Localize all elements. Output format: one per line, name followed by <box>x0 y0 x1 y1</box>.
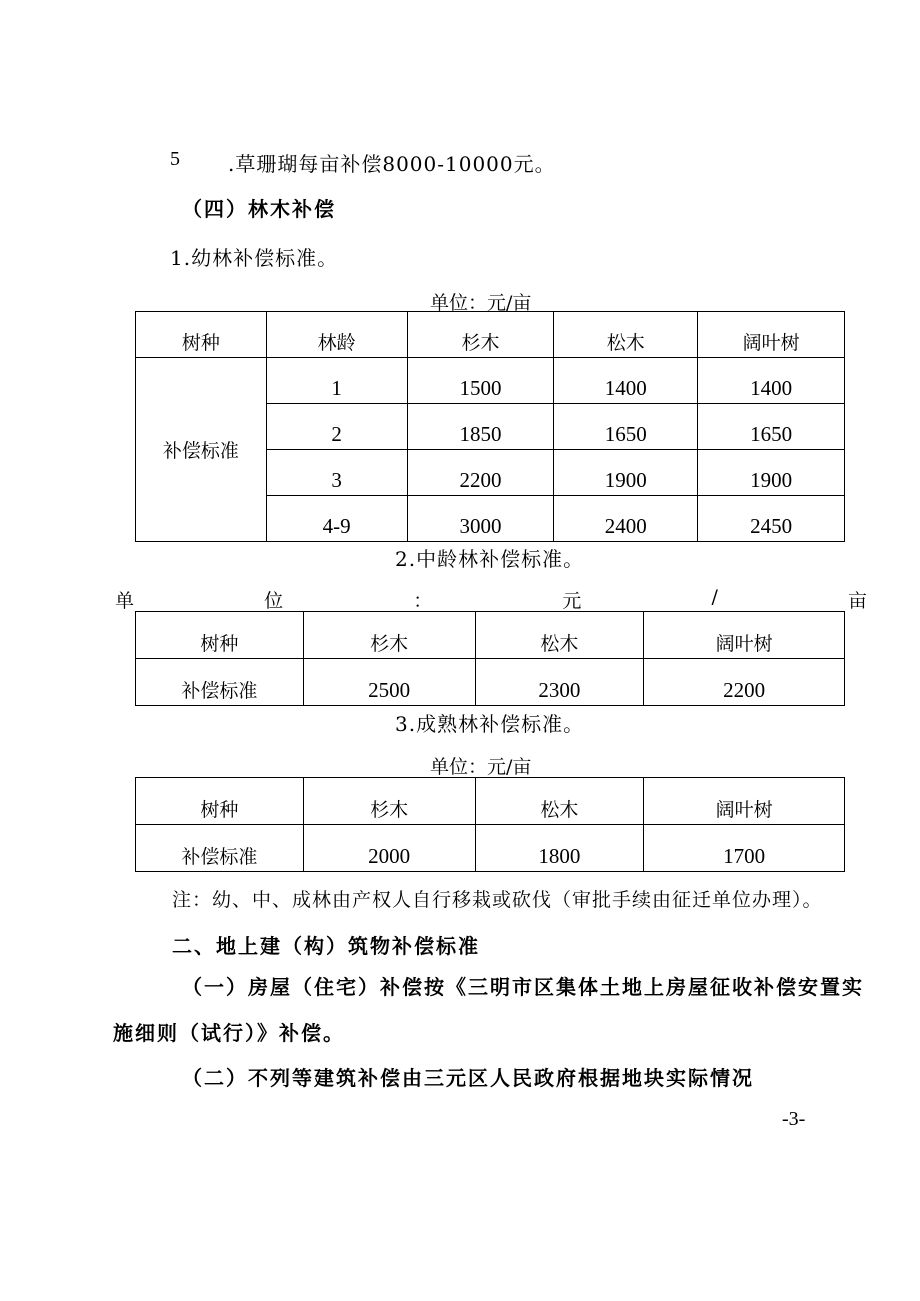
header-species: 树种 <box>136 612 304 659</box>
middle-forest-table <box>135 611 845 706</box>
broadleaf-cell: 1400 <box>698 358 845 404</box>
header-fir: 杉木 <box>303 612 475 659</box>
pine-cell: 1400 <box>554 358 698 404</box>
young-forest-table <box>135 311 845 542</box>
section-title-buildings: 二、地上建（构）筑物补偿标准 <box>172 934 480 958</box>
fir-cell: 2200 <box>407 450 554 496</box>
pine-cell: 2300 <box>475 659 644 706</box>
header-species: 树种 <box>136 312 267 358</box>
header-broadleaf: 阔叶树 <box>698 312 845 358</box>
fir-cell: 2000 <box>303 825 475 872</box>
paragraph-unranked-buildings: （二）不列等建筑补偿由三元区人民政府根据地块实际情况 <box>182 1066 754 1090</box>
age-cell: 4-9 <box>266 496 407 542</box>
pine-cell: 2400 <box>554 496 698 542</box>
table-row <box>136 358 845 404</box>
unit-char: 位 <box>264 590 284 612</box>
header-species: 树种 <box>136 778 304 825</box>
broadleaf-cell: 1900 <box>698 450 845 496</box>
table-row <box>136 825 845 872</box>
section-title-forest: （四）林木补偿 <box>182 197 336 221</box>
header-age: 林龄 <box>266 312 407 358</box>
fir-cell: 2500 <box>303 659 475 706</box>
item-number: 5 <box>170 148 181 170</box>
mature-forest-title: 3.成熟林补偿标准。 <box>395 712 585 736</box>
table-header-row <box>136 778 845 825</box>
young-forest-unit: 单位：元/亩 <box>430 292 532 314</box>
header-broadleaf: 阔叶树 <box>644 612 845 659</box>
header-fir: 杉木 <box>303 778 475 825</box>
broadleaf-cell: 2200 <box>644 659 845 706</box>
note-text: 注：幼、中、成林由产权人自行移栽或砍伐（审批手续由征迁单位办理）。 <box>172 889 823 911</box>
fir-cell: 1500 <box>407 358 554 404</box>
unit-char: 亩 <box>847 590 867 612</box>
broadleaf-cell: 1650 <box>698 404 845 450</box>
paragraph-housing-line-2: 施细则（试行）》补偿。 <box>113 1021 345 1045</box>
age-cell: 3 <box>266 450 407 496</box>
row-label-compensation: 补偿标准 <box>136 358 267 542</box>
unit-char: 单 <box>115 590 135 612</box>
mature-forest-table <box>135 777 845 872</box>
middle-forest-unit <box>115 586 867 613</box>
fir-cell: 3000 <box>407 496 554 542</box>
table-header-row <box>136 612 845 659</box>
page-number: -3- <box>782 1108 806 1130</box>
young-forest-title: 1.幼林补偿标准。 <box>170 246 339 270</box>
mature-forest-unit: 单位：元/亩 <box>430 756 532 778</box>
pine-cell: 1800 <box>475 825 644 872</box>
item-5-text: .草珊瑚每亩补偿8000-10000元。 <box>228 152 556 176</box>
header-pine: 松木 <box>475 778 644 825</box>
pine-cell: 1900 <box>554 450 698 496</box>
unit-char: 元 <box>562 590 582 612</box>
row-label-compensation: 补偿标准 <box>136 825 304 872</box>
unit-char: ： <box>413 590 433 612</box>
header-fir: 杉木 <box>407 312 554 358</box>
age-cell: 1 <box>266 358 407 404</box>
row-label-compensation: 补偿标准 <box>136 659 304 706</box>
table-header-row <box>136 312 845 358</box>
paragraph-housing-line-1: （一）房屋（住宅）补偿按《三明市区集体土地上房屋征收补偿安置实 <box>182 975 864 999</box>
broadleaf-cell: 1700 <box>644 825 845 872</box>
header-broadleaf: 阔叶树 <box>644 778 845 825</box>
header-pine: 松木 <box>554 312 698 358</box>
pine-cell: 1650 <box>554 404 698 450</box>
fir-cell: 1850 <box>407 404 554 450</box>
age-cell: 2 <box>266 404 407 450</box>
unit-char: / <box>711 586 718 608</box>
header-pine: 松木 <box>475 612 644 659</box>
broadleaf-cell: 2450 <box>698 496 845 542</box>
middle-forest-title: 2.中龄林补偿标准。 <box>395 547 585 571</box>
table-row <box>136 659 845 706</box>
